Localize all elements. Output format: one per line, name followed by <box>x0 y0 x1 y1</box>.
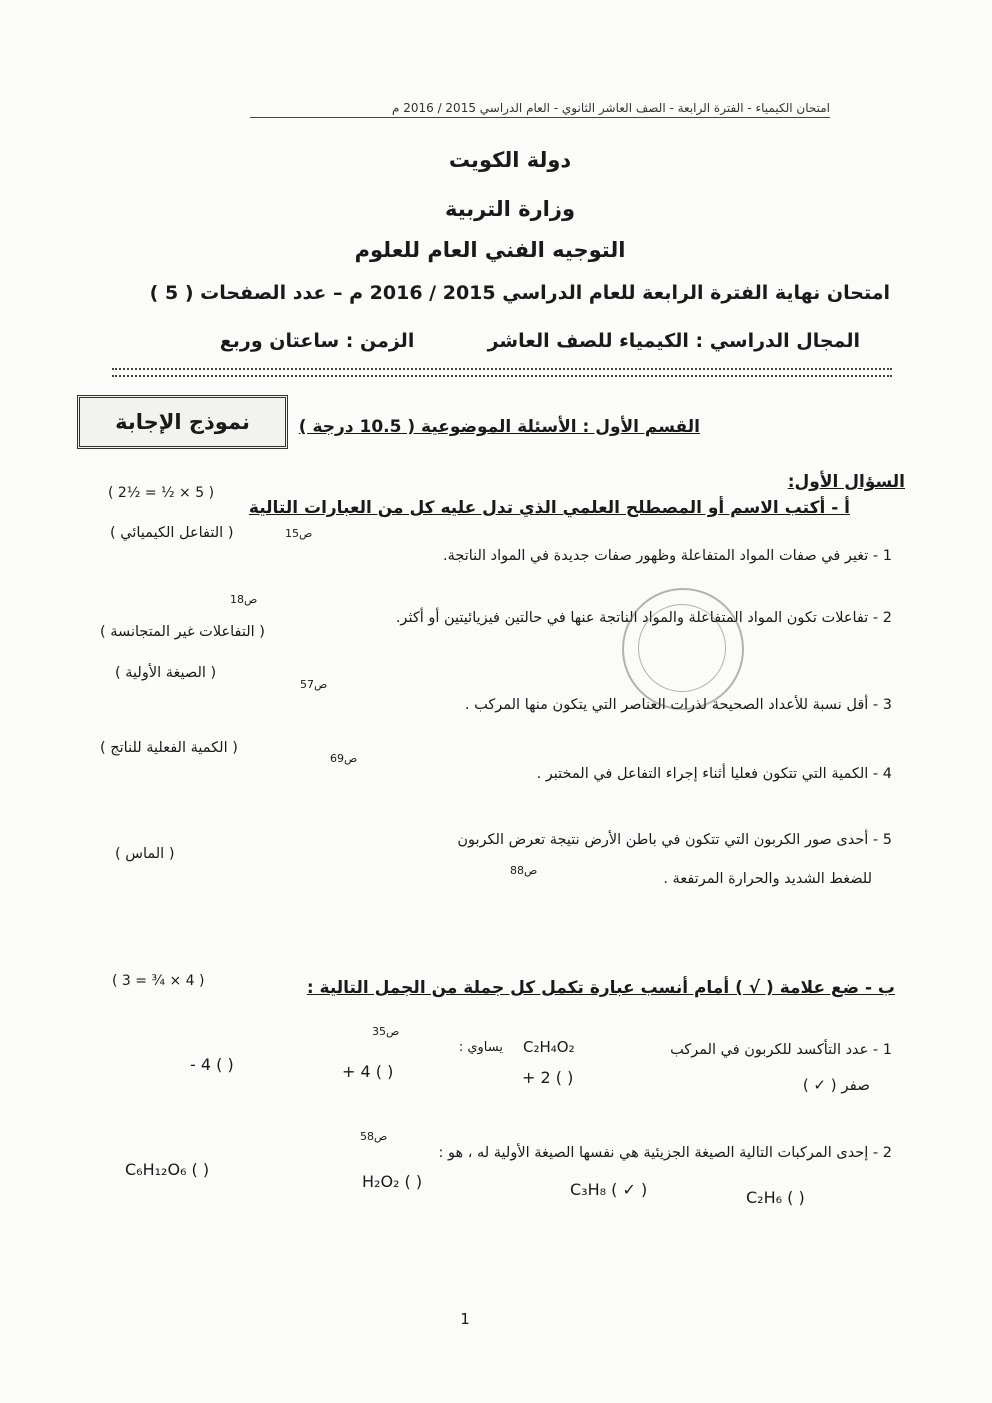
subject-line <box>110 330 860 352</box>
item-5 <box>330 832 892 848</box>
item-page-ref: ص35 <box>372 1025 400 1038</box>
part-b-heading: ب - ضع علامة ( √ ) أمام أنسب عبارة تكمل كل جملة من الجمل التالية : <box>306 978 895 998</box>
item-text: إحدى المركبات التالية الصيغة الجزيئية هي نفسها الصيغة الأولية له ، هو : <box>438 1145 869 1161</box>
compound-formula: C₂H₄O₂ <box>523 1038 575 1056</box>
state-name: دولة الكويت <box>448 148 572 172</box>
part-b-score: ( 3 = ¾ × 4 ) <box>112 973 205 989</box>
exam-title: امتحان نهاية الفترة الرابعة للعام الدراسي 2015 / 2016 م – عدد الصفحات ( 5 ) <box>149 282 890 304</box>
option-plus-2[interactable]: + 2 ( ) <box>522 1068 574 1087</box>
answer-model-box: نموذج الإجابة <box>77 395 288 449</box>
item-number: 1 - <box>872 548 892 564</box>
item-page-ref: ص57 <box>300 678 328 691</box>
option-plus-4[interactable]: + 4 ( ) <box>342 1062 394 1081</box>
item-text: أقل نسبة للأعداد الصحيحة لذرات العناصر التي يتكون منها المركب . <box>464 697 869 713</box>
department-name: التوجيه الفني العام للعلوم <box>354 238 626 262</box>
item-page-ref: ص69 <box>330 752 358 765</box>
part-a-score: ( 2½ = ½ × 5 ) <box>108 485 215 501</box>
section-title: القسم الأول : الأسئلة الموضوعية ( 10.5 درجة ) <box>298 417 700 437</box>
item-page-ref: ص15 <box>285 527 313 540</box>
equals-label: يساوي : <box>458 1040 503 1055</box>
item-answer: ( التفاعلات غير المتجانسة ) <box>100 624 265 640</box>
item-text: أحدى صور الكربون التي تتكون في باطن الأرض نتيجة تعرض الكربون <box>457 832 869 848</box>
item-answer: ( الكمية الفعلية للناتج ) <box>100 740 238 756</box>
item-answer: ( التفاعل الكيميائي ) <box>110 525 234 541</box>
divider-top <box>112 368 892 370</box>
option-c2h6[interactable]: C₂H₆ ( ) <box>746 1188 805 1207</box>
item-text: تغير في صفات المواد المتفاعلة وظهور صفات جديدة في المواد الناتجة. <box>442 548 869 564</box>
item-2 <box>260 610 892 626</box>
time-label: الزمن : ساعتان وربع <box>219 330 415 352</box>
option-h2o2[interactable]: H₂O₂ ( ) <box>362 1172 423 1191</box>
option-c3h8[interactable]: C₃H₈ ( ✓ ) <box>570 1180 648 1199</box>
item-1 <box>300 548 892 564</box>
item-page-ref: ص88 <box>510 864 538 877</box>
item-5-continuation: للضغط الشديد والحرارة المرتفعة . <box>663 871 872 887</box>
part-a-heading: أ - أكتب الاسم أو المصطلح العلمي الذي تدل عليه كل من العبارات التالية <box>248 498 850 518</box>
question-1-title: السؤال الأول: <box>787 472 905 492</box>
option-minus-4[interactable]: - 4 ( ) <box>190 1055 234 1074</box>
item-4 <box>420 766 892 782</box>
part-b-q2 <box>380 1145 892 1161</box>
page-number: 1 <box>460 1310 470 1328</box>
item-page-ref: ص58 <box>360 1130 388 1143</box>
exam-top-line: امتحان الكيمياء - الفترة الرابعة - الصف العاشر الثانوي - العام الدراسي 2015 / 2016 م <box>250 101 830 118</box>
item-page-ref: ص18 <box>230 593 258 606</box>
option-c6h12o6[interactable]: C₆H₁₂O₆ ( ) <box>125 1160 210 1179</box>
official-seal-stamp <box>622 588 744 710</box>
part-b-q1 <box>520 1042 892 1058</box>
item-number: 5 - <box>872 832 892 848</box>
item-text: عدد التأكسد للكربون في المركب <box>670 1042 869 1058</box>
item-number: 3 - <box>872 697 892 713</box>
item-number: 4 - <box>872 766 892 782</box>
item-number: 2 - <box>872 610 892 626</box>
ministry-name: وزارة التربية <box>444 197 576 221</box>
item-answer: ( الصيغة الأولية ) <box>115 665 217 681</box>
item-number: 2 - <box>872 1145 892 1161</box>
subject-label: المجال الدراسي : الكيمياء للصف العاشر <box>487 330 860 352</box>
divider-bottom <box>112 375 892 377</box>
item-text: الكمية التي تتكون فعليا أثناء إجراء التفاعل في المختبر . <box>536 766 869 782</box>
item-text: تفاعلات تكون المواد المتفاعلة والمواد الناتجة عنها في حالتين فيزيائيتين أو أكثر. <box>395 610 869 626</box>
item-answer: ( الماس ) <box>115 846 175 862</box>
option-zero[interactable]: صفر ( ✓ ) <box>802 1076 870 1094</box>
item-number: 1 - <box>872 1042 892 1058</box>
item-3 <box>370 697 892 713</box>
